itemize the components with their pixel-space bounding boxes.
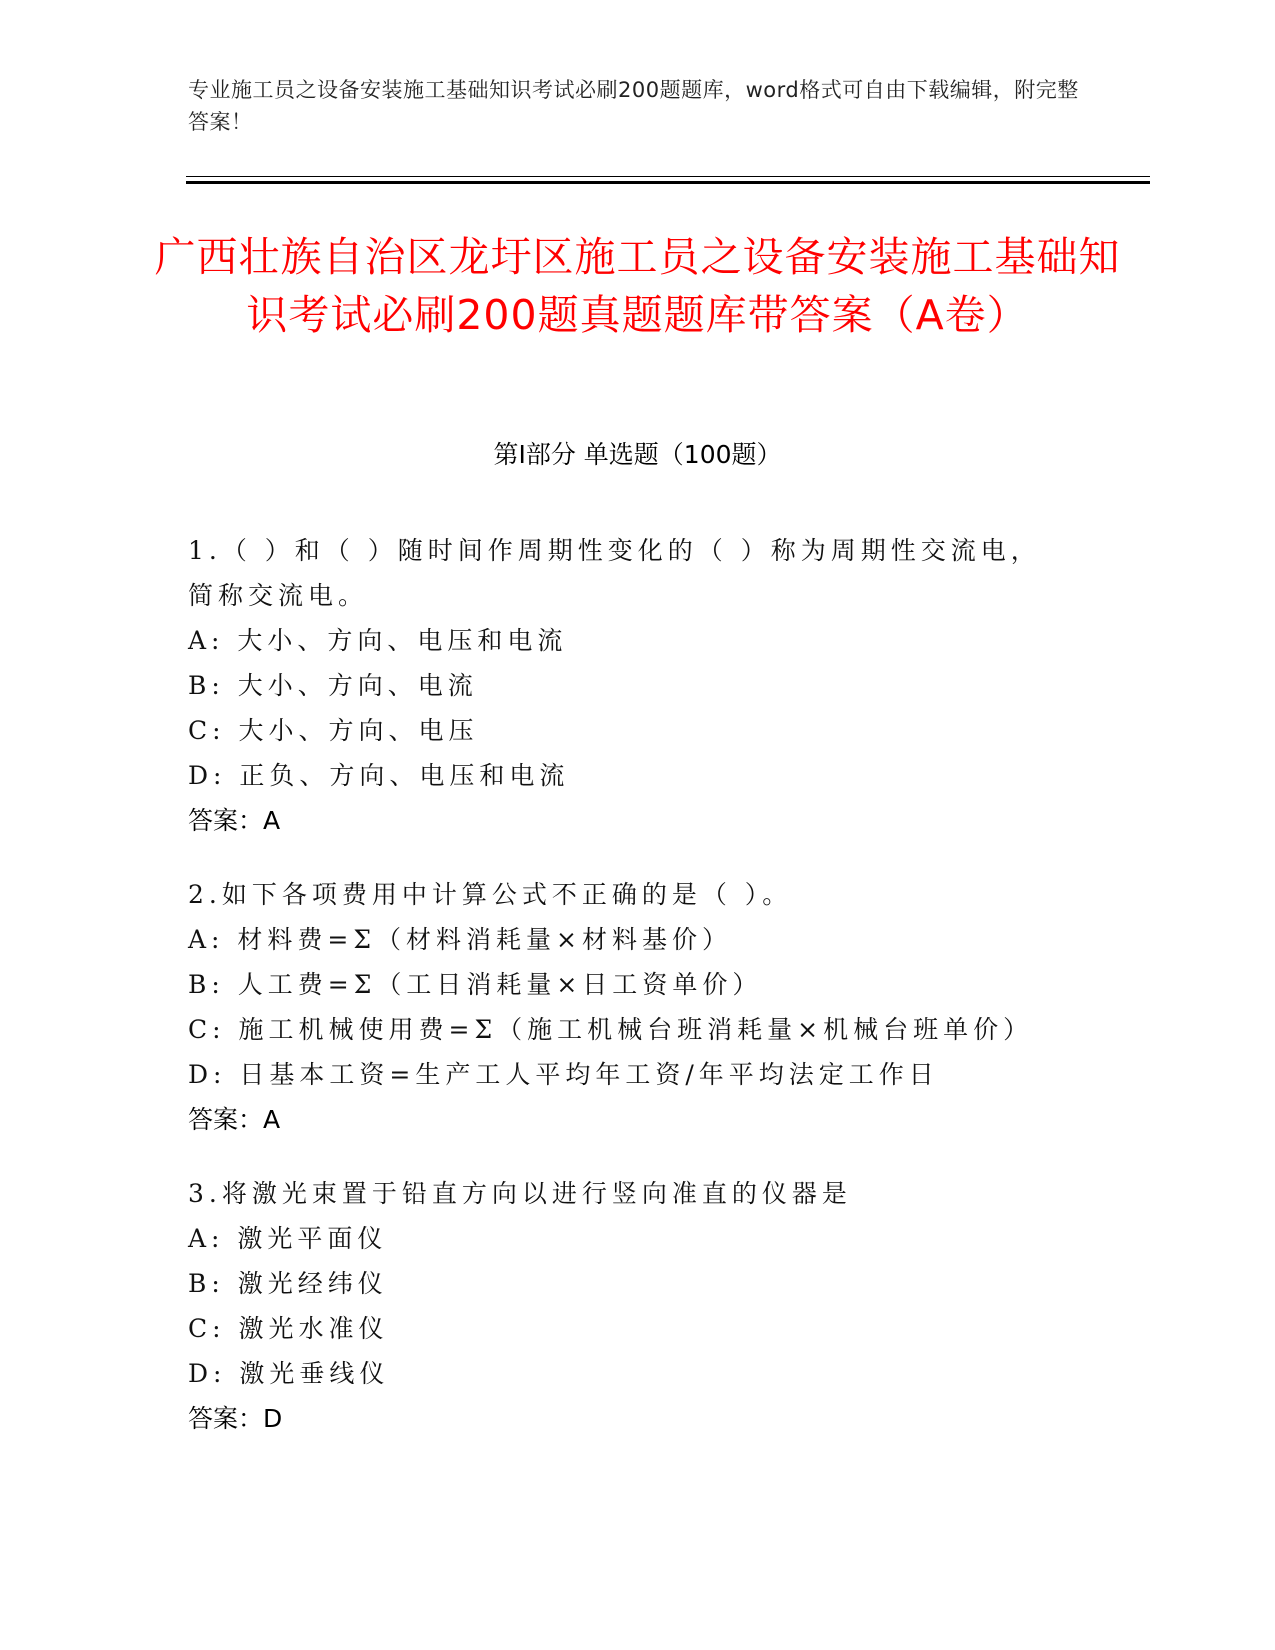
option-a: A: 材料费=Σ（材料消耗量×材料基价） [188, 925, 732, 954]
question-stem: 3.将激光束置于铅直方向以进行竖向准直的仪器是 [188, 1179, 852, 1208]
option-d: D: 激光垂线仪 [188, 1359, 390, 1388]
answer: 答案：A [188, 1105, 281, 1134]
question-3 [188, 1171, 1068, 1441]
question-stem: 1.（ ）和（ ）随时间作周期性变化的（ ）称为周期性交流电，简称交流电。 [188, 536, 1041, 610]
question-2 [188, 872, 1068, 1142]
header-note: 专业施工员之设备安装施工基础知识考试必刷200题题库，word格式可自由下载编辑，附完整答案！ [188, 78, 1079, 134]
header-rule-thin [186, 176, 1150, 177]
header-rule-thick [186, 181, 1150, 184]
answer: 答案：D [188, 1404, 283, 1433]
question-1 [188, 528, 1068, 843]
question-stem: 2.如下各项费用中计算公式不正确的是（ ）。 [188, 880, 793, 909]
question-list [188, 528, 1068, 1470]
option-a: A: 大小、方向、电压和电流 [188, 626, 568, 655]
option-b: B: 人工费=Σ（工日消耗量×日工资单价） [188, 970, 763, 999]
section-title: 第Ⅰ部分 单选题（100题） [493, 440, 782, 469]
option-c: C: 大小、方向、电压 [188, 716, 479, 745]
answer: 答案：A [188, 806, 281, 835]
option-d: D: 正负、方向、电压和电流 [188, 761, 570, 790]
option-a: A: 激光平面仪 [188, 1224, 388, 1253]
document-title: 广西壮族自治区龙圩区施工员之设备安装施工基础知识考试必刷200题真题题库带答案（A卷） [154, 233, 1121, 339]
option-c: C: 施工机械使用费=Σ（施工机械台班消耗量×机械台班单价） [188, 1015, 1034, 1044]
option-c: C: 激光水准仪 [188, 1314, 389, 1343]
option-d: D: 日基本工资=生产工人平均年工资/年平均法定工作日 [188, 1060, 939, 1089]
option-b: B: 激光经纬仪 [188, 1269, 388, 1298]
option-b: B: 大小、方向、电流 [188, 671, 478, 700]
